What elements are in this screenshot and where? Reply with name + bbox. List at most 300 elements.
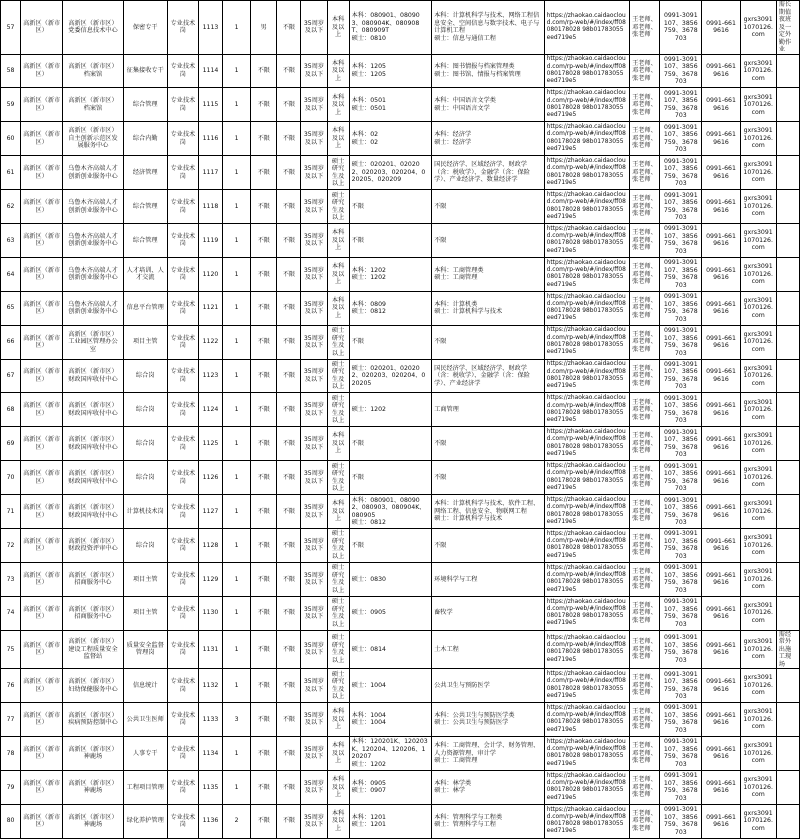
district-cell: 高新区（新市区）	[21, 528, 63, 562]
contact-person-cell: 王老师、邓老师、张老师	[630, 596, 660, 630]
row-number: 70	[1, 461, 21, 495]
gender-cell: 不限	[251, 190, 277, 224]
category-cell: 专业技术岗	[167, 630, 198, 669]
major-name-cell: 不限	[432, 190, 545, 224]
position-cell: 人才培训、人才交流	[123, 257, 167, 291]
other-requirements-cell	[776, 257, 799, 291]
major-code-cell: 本科：0809 硕士：0812	[349, 291, 431, 325]
education-cell: 硕士研究生及以上	[327, 156, 349, 190]
phone-cell: 0991-3091107、3856759、3678703	[660, 122, 702, 156]
unit-cell: 高新区（新市区）神鹿场	[63, 736, 123, 770]
position-code-cell: 1115	[198, 88, 222, 122]
unit-cell: 高新区（新市区）建设工程质量安全监督站	[63, 630, 123, 669]
consult-phone-cell: 0991-6619616	[702, 703, 740, 737]
unit-cell: 乌鲁木齐高端人才创新创业服务中心	[63, 190, 123, 224]
apply-url-cell: https://zhaokao.caidaocloud.com/rp-web/#/index/ff08080178028 98b01783055eed719e5	[544, 495, 629, 529]
hire-count-cell: 1	[223, 156, 251, 190]
education-cell: 硕士研究生及以上	[327, 190, 349, 224]
education-cell: 硕士研究生及以上	[327, 528, 349, 562]
email-cell: gxrs30911070126.com	[740, 703, 776, 737]
position-cell: 质量安全监督管理岗	[123, 630, 167, 669]
major-name-cell: 本科：林学类 硕士：林学	[432, 770, 545, 804]
major-code-cell: 硕士：0814	[349, 630, 431, 669]
category-cell: 专业技术岗	[167, 156, 198, 190]
district-cell: 高新区（新市区）	[21, 190, 63, 224]
row-number: 64	[1, 257, 21, 291]
apply-url-cell: https://zhaokao.caidaocloud.com/rp-web/#/index/ff08080178028 98b01783055eed719e5	[544, 596, 629, 630]
phone-cell: 0991-3091107、3856759、3678703	[660, 1, 702, 55]
hire-count-cell: 3	[223, 703, 251, 737]
category-cell: 专业技术岗	[167, 291, 198, 325]
age-cell: 35周岁及以下	[301, 669, 327, 703]
apply-url-cell: https://zhaokao.caidaocloud.com/rp-web/#/index/ff08080178028 98b01783055eed719e5	[544, 393, 629, 427]
ethnicity-cell: 不限	[277, 427, 301, 461]
position-code-cell: 1113	[198, 1, 222, 55]
hire-count-cell: 1	[223, 669, 251, 703]
gender-cell: 不限	[251, 122, 277, 156]
position-cell: 综合内勤	[123, 122, 167, 156]
phone-cell: 0991-3091107、3856759、3678703	[660, 54, 702, 88]
position-code-cell: 1135	[198, 770, 222, 804]
district-cell: 高新区（新市区）	[21, 596, 63, 630]
category-cell: 专业技术岗	[167, 359, 198, 393]
position-code-cell: 1114	[198, 54, 222, 88]
education-cell: 硕士研究生及以上	[327, 669, 349, 703]
position-cell: 绿化养护管理	[123, 804, 167, 838]
table-row	[1, 1, 800, 55]
education-cell: 本科及以上	[327, 703, 349, 737]
other-requirements-cell	[776, 596, 799, 630]
position-cell: 保密专干	[123, 1, 167, 55]
apply-url-cell: https://zhaokao.caidaocloud.com/rp-web/#/index/ff08080178028 98b01783055eed719e5	[544, 54, 629, 88]
age-cell: 35周岁及以下	[301, 736, 327, 770]
education-cell: 本科及以上	[327, 54, 349, 88]
consult-phone-cell: 0991-6619616	[702, 495, 740, 529]
email-cell: gxrs30911070126.com	[740, 669, 776, 703]
education-cell: 本科及以上	[327, 736, 349, 770]
row-number: 62	[1, 190, 21, 224]
position-code-cell: 1136	[198, 804, 222, 838]
age-cell: 35周岁及以下	[301, 770, 327, 804]
major-code-cell: 不限	[349, 427, 431, 461]
hire-count-cell: 1	[223, 54, 251, 88]
email-cell: gxrs30911070126.com	[740, 190, 776, 224]
unit-cell: 高新区（新市区）疾病预防控制中心	[63, 703, 123, 737]
position-code-cell: 1120	[198, 257, 222, 291]
category-cell: 专业技术岗	[167, 736, 198, 770]
unit-cell: 高新区（新市区）财政国库收付中心	[63, 393, 123, 427]
major-code-cell: 不限	[349, 325, 431, 359]
apply-url-cell: https://zhaokao.caidaocloud.com/rp-web/#/index/ff08080178028 98b01783055eed719e5	[544, 88, 629, 122]
contact-person-cell: 王老师、邓老师、张老师	[630, 291, 660, 325]
unit-cell: 高新区（新市区）党委信息技术中心	[63, 1, 123, 55]
hire-count-cell: 1	[223, 122, 251, 156]
unit-cell: 高新区（新市区）自主创新示范区发展服务中心	[63, 122, 123, 156]
email-cell: gxrs30911070126.com	[740, 257, 776, 291]
email-cell: gxrs30911070126.com	[740, 122, 776, 156]
other-requirements-cell	[776, 562, 799, 596]
age-cell: 35周岁及以下	[301, 427, 327, 461]
email-cell: gxrs30911070126.com	[740, 291, 776, 325]
hire-count-cell: 1	[223, 630, 251, 669]
ethnicity-cell: 不限	[277, 804, 301, 838]
category-cell: 专业技术岗	[167, 223, 198, 257]
category-cell: 专业技术岗	[167, 528, 198, 562]
major-code-cell: 本科：080901、080902、080903、080904K、080905 硕士：0812	[349, 495, 431, 529]
unit-cell: 高新区（新市区）财政国库收付中心	[63, 427, 123, 461]
apply-url-cell: https://zhaokao.caidaocloud.com/rp-web/#/index/ff08080178028 98b01783055eed719e5	[544, 190, 629, 224]
consult-phone-cell: 0991-6619616	[702, 291, 740, 325]
table-row	[1, 461, 800, 495]
table-row	[1, 770, 800, 804]
email-cell: gxrs30911070126.com	[740, 88, 776, 122]
row-number: 58	[1, 54, 21, 88]
hire-count-cell: 1	[223, 736, 251, 770]
phone-cell: 0991-3091107、3856759、3678703	[660, 291, 702, 325]
apply-url-cell: https://zhaokao.caidaocloud.com/rp-web/#/index/ff08080178028 98b01783055eed719e5	[544, 156, 629, 190]
phone-cell: 0991-3091107、3856759、3678703	[660, 703, 702, 737]
unit-cell: 高新区（新市区）神鹿场	[63, 804, 123, 838]
other-requirements-cell	[776, 54, 799, 88]
apply-url-cell: https://zhaokao.caidaocloud.com/rp-web/#/index/ff08080178028 98b01783055eed719e5	[544, 562, 629, 596]
table-row	[1, 669, 800, 703]
row-number: 72	[1, 528, 21, 562]
unit-cell: 高新区（新市区）财政国库收付中心	[63, 495, 123, 529]
major-name-cell: 本科：管理科学与工程类 硕士：管理科学与工程	[432, 804, 545, 838]
ethnicity-cell: 不限	[277, 770, 301, 804]
row-number: 67	[1, 359, 21, 393]
contact-person-cell: 王老师、邓老师、张老师	[630, 257, 660, 291]
position-code-cell: 1125	[198, 427, 222, 461]
unit-cell: 乌鲁木齐高端人才创新创业服务中心	[63, 156, 123, 190]
category-cell: 专业技术岗	[167, 669, 198, 703]
major-name-cell: 公共卫生与预防医学	[432, 669, 545, 703]
gender-cell: 不限	[251, 325, 277, 359]
major-name-cell: 本科：公共卫生与预防医学类 硕士：公共卫生与预防医学	[432, 703, 545, 737]
ethnicity-cell: 不限	[277, 703, 301, 737]
email-cell: gxrs30911070126.com	[740, 393, 776, 427]
consult-phone-cell: 0991-6619616	[702, 325, 740, 359]
hire-count-cell: 1	[223, 1, 251, 55]
gender-cell: 不限	[251, 427, 277, 461]
apply-url-cell: https://zhaokao.caidaocloud.com/rp-web/#/index/ff08080178028 98b01783055eed719e5	[544, 736, 629, 770]
gender-cell: 不限	[251, 156, 277, 190]
table-row	[1, 325, 800, 359]
position-cell: 人事专干	[123, 736, 167, 770]
email-cell: gxrs30911070126.com	[740, 804, 776, 838]
email-cell: gxrs30911070126.com	[740, 630, 776, 669]
contact-person-cell: 王老师、邓老师、张老师	[630, 528, 660, 562]
contact-person-cell: 王老师、邓老师、张老师	[630, 393, 660, 427]
apply-url-cell: https://zhaokao.caidaocloud.com/rp-web/#/index/ff08080178028 98b01783055eed719e5	[544, 804, 629, 838]
row-number: 68	[1, 393, 21, 427]
major-code-cell: 硕士：1202	[349, 393, 431, 427]
district-cell: 高新区（新市区）	[21, 804, 63, 838]
age-cell: 35周岁及以下	[301, 325, 327, 359]
row-number: 79	[1, 770, 21, 804]
consult-phone-cell: 0991-6619616	[702, 427, 740, 461]
email-cell: gxrs30911070126.com	[740, 495, 776, 529]
other-requirements-cell	[776, 88, 799, 122]
education-cell: 硕士研究生及以上	[327, 359, 349, 393]
age-cell: 35周岁及以下	[301, 1, 327, 55]
unit-cell: 高新区（新市区）财政国库收付中心	[63, 461, 123, 495]
major-code-cell: 本科：080901、080903、080904K、080908T、080909T 硕士：0810	[349, 1, 431, 55]
position-cell: 综合岗	[123, 528, 167, 562]
district-cell: 高新区（新市区）	[21, 291, 63, 325]
education-cell: 硕士研究生及以上	[327, 562, 349, 596]
age-cell: 35周岁及以下	[301, 804, 327, 838]
gender-cell: 不限	[251, 703, 277, 737]
major-name-cell: 不限	[432, 427, 545, 461]
age-cell: 35周岁及以下	[301, 54, 327, 88]
major-name-cell: 不限	[432, 325, 545, 359]
row-number: 74	[1, 596, 21, 630]
category-cell: 专业技术岗	[167, 1, 198, 55]
hire-count-cell: 1	[223, 461, 251, 495]
education-cell: 本科及以上	[327, 495, 349, 529]
position-code-cell: 1126	[198, 461, 222, 495]
apply-url-cell: https://zhaokao.caidaocloud.com/rp-web/#/index/ff08080178028 98b01783055eed719e5	[544, 461, 629, 495]
row-number: 80	[1, 804, 21, 838]
position-cell: 综合岗	[123, 359, 167, 393]
position-cell: 项目主管	[123, 325, 167, 359]
position-cell: 项目主管	[123, 596, 167, 630]
table-row	[1, 223, 800, 257]
gender-cell: 不限	[251, 596, 277, 630]
unit-cell: 高新区（新市区）财政国库收付中心	[63, 359, 123, 393]
position-code-cell: 1124	[198, 393, 222, 427]
consult-phone-cell: 0991-6619616	[702, 804, 740, 838]
ethnicity-cell: 不限	[277, 1, 301, 55]
unit-cell: 高新区（新市区）财政投资评审中心	[63, 528, 123, 562]
row-number: 73	[1, 562, 21, 596]
category-cell: 专业技术岗	[167, 88, 198, 122]
phone-cell: 0991-3091107、3856759、3678703	[660, 190, 702, 224]
unit-cell: 高新区（新市区）妇幼保健服务中心	[63, 669, 123, 703]
other-requirements-cell	[776, 291, 799, 325]
category-cell: 专业技术岗	[167, 325, 198, 359]
unit-cell: 高新区（新市区）档案馆	[63, 54, 123, 88]
ethnicity-cell: 不限	[277, 88, 301, 122]
contact-person-cell: 王老师、邓老师、张老师	[630, 223, 660, 257]
district-cell: 高新区（新市区）	[21, 325, 63, 359]
major-code-cell: 本科：1205 硕士：1205	[349, 54, 431, 88]
district-cell: 高新区（新市区）	[21, 393, 63, 427]
major-name-cell: 工商管理	[432, 393, 545, 427]
consult-phone-cell: 0991-6619616	[702, 393, 740, 427]
district-cell: 高新区（新市区）	[21, 770, 63, 804]
position-cell: 综合管理	[123, 190, 167, 224]
table-row	[1, 703, 800, 737]
hire-count-cell: 1	[223, 291, 251, 325]
phone-cell: 0991-3091107、3856759、3678703	[660, 156, 702, 190]
consult-phone-cell: 0991-6619616	[702, 770, 740, 804]
consult-phone-cell: 0991-6619616	[702, 736, 740, 770]
row-number: 63	[1, 223, 21, 257]
row-number: 65	[1, 291, 21, 325]
other-requirements-cell	[776, 770, 799, 804]
row-number: 57	[1, 1, 21, 55]
contact-person-cell: 王老师、邓老师、张老师	[630, 1, 660, 55]
ethnicity-cell: 不限	[277, 359, 301, 393]
position-cell: 综合管理	[123, 223, 167, 257]
category-cell: 专业技术岗	[167, 804, 198, 838]
other-requirements-cell	[776, 461, 799, 495]
district-cell: 高新区（新市区）	[21, 54, 63, 88]
other-requirements-cell	[776, 669, 799, 703]
ethnicity-cell: 不限	[277, 190, 301, 224]
consult-phone-cell: 0991-6619616	[702, 562, 740, 596]
age-cell: 35周岁及以下	[301, 223, 327, 257]
major-code-cell: 硕士：1004	[349, 669, 431, 703]
district-cell: 高新区（新市区）	[21, 1, 63, 55]
major-code-cell: 本科：0501 硕士：0501	[349, 88, 431, 122]
hire-count-cell: 1	[223, 562, 251, 596]
major-name-cell: 本科：计算机类 硕士：计算机科学与技术	[432, 291, 545, 325]
phone-cell: 0991-3091107、3856759、3678703	[660, 461, 702, 495]
hire-count-cell: 1	[223, 88, 251, 122]
education-cell: 本科及以上	[327, 291, 349, 325]
consult-phone-cell: 0991-6619616	[702, 122, 740, 156]
position-code-cell: 1134	[198, 736, 222, 770]
other-requirements-cell	[776, 325, 799, 359]
major-name-cell: 畜牧学	[432, 596, 545, 630]
major-name-cell: 国民经济学、区域经济学、财政学（含：税收学）、金融学（含：保险学）、产业经济学、数量经济学	[432, 156, 545, 190]
gender-cell: 不限	[251, 495, 277, 529]
ethnicity-cell: 不限	[277, 630, 301, 669]
position-cell: 综合岗	[123, 393, 167, 427]
phone-cell: 0991-3091107、3856759、3678703	[660, 804, 702, 838]
consult-phone-cell: 0991-6619616	[702, 528, 740, 562]
other-requirements-cell	[776, 495, 799, 529]
district-cell: 高新区（新市区）	[21, 223, 63, 257]
gender-cell: 不限	[251, 461, 277, 495]
gender-cell: 不限	[251, 736, 277, 770]
apply-url-cell: https://zhaokao.caidaocloud.com/rp-web/#/index/ff08080178028 98b01783055eed719e5	[544, 359, 629, 393]
position-code-cell: 1121	[198, 291, 222, 325]
email-cell: gxrs30911070126.com	[740, 54, 776, 88]
position-code-cell: 1122	[198, 325, 222, 359]
table-row	[1, 291, 800, 325]
position-code-cell: 1118	[198, 190, 222, 224]
other-requirements-cell	[776, 703, 799, 737]
phone-cell: 0991-3091107、3856759、3678703	[660, 596, 702, 630]
other-requirements-cell: 需长期值夜班及一定外勤作业	[776, 1, 799, 55]
education-cell: 硕士研究生及以上	[327, 596, 349, 630]
email-cell: gxrs30911070126.com	[740, 461, 776, 495]
education-cell: 本科及以上	[327, 257, 349, 291]
contact-person-cell: 王老师、邓老师、张老师	[630, 804, 660, 838]
age-cell: 35周岁及以下	[301, 703, 327, 737]
email-cell: gxrs30911070126.com	[740, 1, 776, 55]
position-code-cell: 1132	[198, 669, 222, 703]
position-code-cell: 1117	[198, 156, 222, 190]
category-cell: 专业技术岗	[167, 122, 198, 156]
email-cell: gxrs30911070126.com	[740, 156, 776, 190]
consult-phone-cell: 0991-6619616	[702, 359, 740, 393]
gender-cell: 男	[251, 1, 277, 55]
apply-url-cell: https://zhaokao.caidaocloud.com/rp-web/#/index/ff08080178028 98b01783055eed719e5	[544, 427, 629, 461]
position-code-cell: 1127	[198, 495, 222, 529]
other-requirements-cell	[776, 156, 799, 190]
ethnicity-cell: 不限	[277, 257, 301, 291]
category-cell: 专业技术岗	[167, 495, 198, 529]
district-cell: 高新区（新市区）	[21, 703, 63, 737]
ethnicity-cell: 不限	[277, 669, 301, 703]
gender-cell: 不限	[251, 359, 277, 393]
age-cell: 35周岁及以下	[301, 393, 327, 427]
consult-phone-cell: 0991-6619616	[702, 1, 740, 55]
other-requirements-cell	[776, 804, 799, 838]
district-cell: 高新区（新市区）	[21, 427, 63, 461]
category-cell: 专业技术岗	[167, 461, 198, 495]
row-number: 60	[1, 122, 21, 156]
category-cell: 专业技术岗	[167, 703, 198, 737]
district-cell: 高新区（新市区）	[21, 156, 63, 190]
district-cell: 高新区（新市区）	[21, 88, 63, 122]
position-code-cell: 1116	[198, 122, 222, 156]
apply-url-cell: https://zhaokao.caidaocloud.com/rp-web/#/index/ff08080178028 98b01783055eed719e5	[544, 703, 629, 737]
table-row	[1, 257, 800, 291]
education-cell: 硕士研究生及以上	[327, 325, 349, 359]
gender-cell: 不限	[251, 528, 277, 562]
email-cell: gxrs30911070126.com	[740, 427, 776, 461]
contact-person-cell: 王老师、邓老师、张老师	[630, 427, 660, 461]
ethnicity-cell: 不限	[277, 223, 301, 257]
phone-cell: 0991-3091107、3856759、3678703	[660, 257, 702, 291]
phone-cell: 0991-3091107、3856759、3678703	[660, 736, 702, 770]
contact-person-cell: 王老师、邓老师、张老师	[630, 461, 660, 495]
unit-cell: 高新区（新市区）神鹿场	[63, 770, 123, 804]
major-name-cell: 不限	[432, 223, 545, 257]
gender-cell: 不限	[251, 562, 277, 596]
major-code-cell: 不限	[349, 528, 431, 562]
apply-url-cell: https://zhaokao.caidaocloud.com/rp-web/#/index/ff08080178028 98b01783055eed719e5	[544, 122, 629, 156]
contact-person-cell: 王老师、邓老师、张老师	[630, 190, 660, 224]
table-row	[1, 804, 800, 838]
major-code-cell: 本科：120201K、120203K、120204、120206、120207 硕士：1202	[349, 736, 431, 770]
age-cell: 35周岁及以下	[301, 461, 327, 495]
age-cell: 35周岁及以下	[301, 562, 327, 596]
gender-cell: 不限	[251, 88, 277, 122]
gender-cell: 不限	[251, 257, 277, 291]
contact-person-cell: 王老师、邓老师、张老师	[630, 736, 660, 770]
major-code-cell: 硕士：020201、020202、020203、020204、020205	[349, 359, 431, 393]
position-cell: 信息平台管理	[123, 291, 167, 325]
contact-person-cell: 王老师、邓老师、张老师	[630, 122, 660, 156]
major-name-cell: 不限	[432, 528, 545, 562]
apply-url-cell: https://zhaokao.caidaocloud.com/rp-web/#/index/ff08080178028 98b01783055eed719e5	[544, 528, 629, 562]
ethnicity-cell: 不限	[277, 562, 301, 596]
contact-person-cell: 王老师、邓老师、张老师	[630, 495, 660, 529]
position-cell: 信息统计	[123, 669, 167, 703]
contact-person-cell: 王老师、邓老师、张老师	[630, 669, 660, 703]
position-cell: 工程项目管理	[123, 770, 167, 804]
ethnicity-cell: 不限	[277, 461, 301, 495]
major-name-cell: 本科：计算机科学与技术、网络工程信息安全、空间信息与数字技术、电子与计算机工程 硕士：信息与通信工程	[432, 1, 545, 55]
hire-count-cell: 1	[223, 325, 251, 359]
age-cell: 35周岁及以下	[301, 122, 327, 156]
position-code-cell: 1133	[198, 703, 222, 737]
major-name-cell: 本科：图书情报与档案管理类 硕士：图书馆、情报与档案管理	[432, 54, 545, 88]
major-name-cell: 本科：工商管理、会计学、财务管理、人力资源管理、审计学 硕士：工商管理	[432, 736, 545, 770]
phone-cell: 0991-3091107、3856759、3678703	[660, 770, 702, 804]
other-requirements-cell	[776, 122, 799, 156]
table-row	[1, 156, 800, 190]
table-row	[1, 562, 800, 596]
category-cell: 专业技术岗	[167, 190, 198, 224]
